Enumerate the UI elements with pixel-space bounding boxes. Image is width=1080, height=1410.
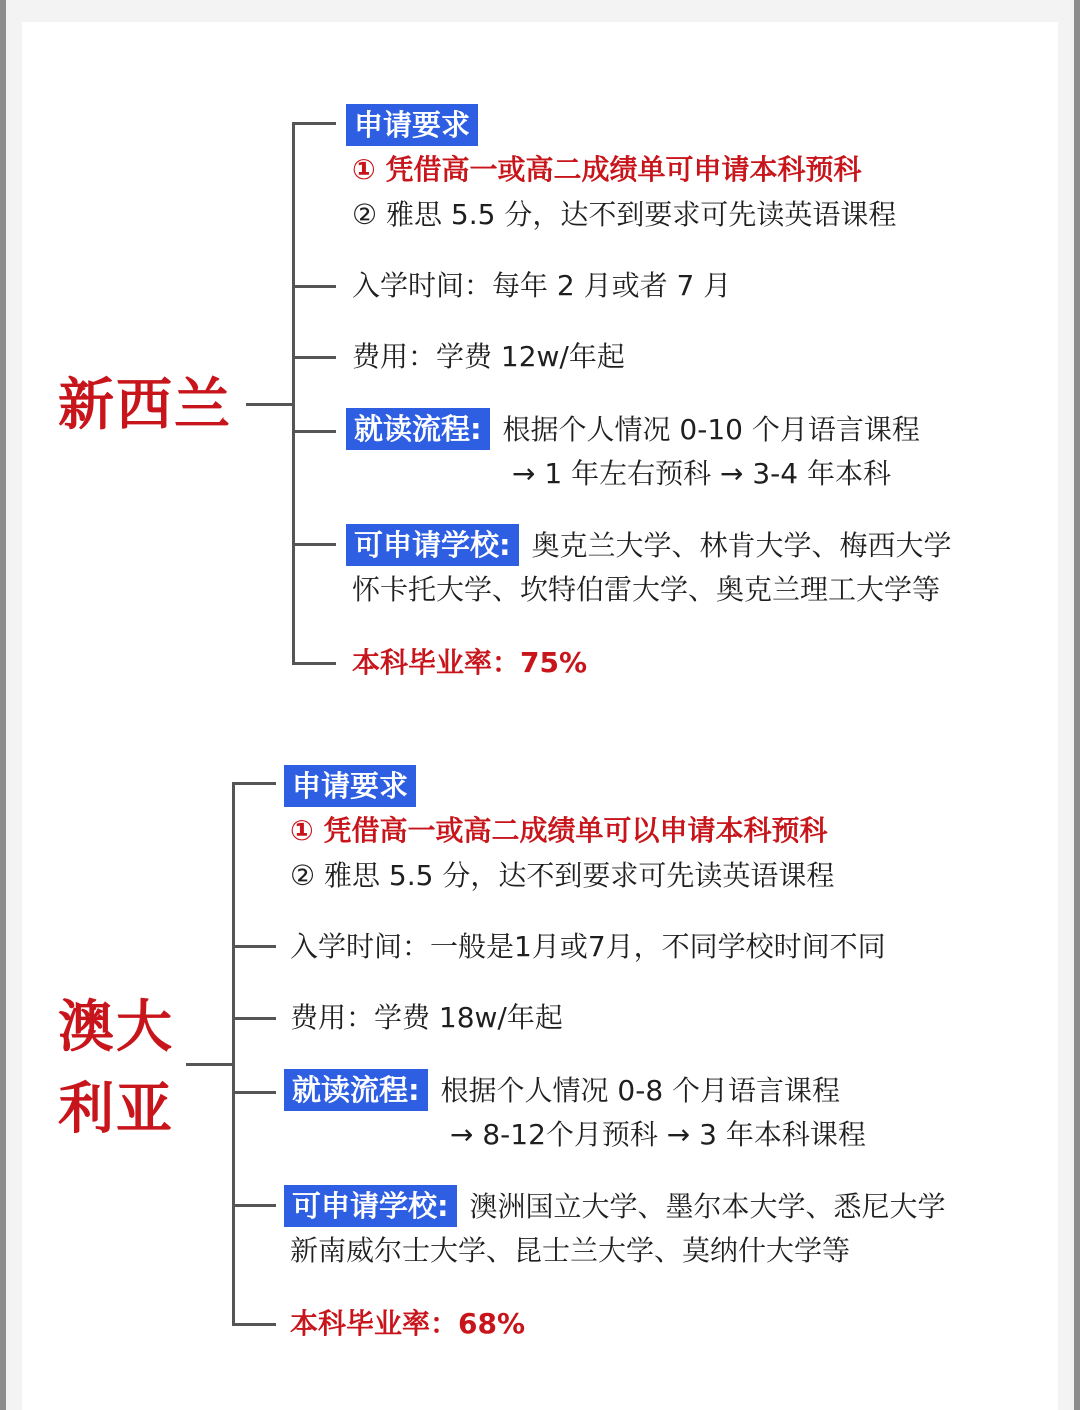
au-process-tag: 就读流程: [284,1069,428,1111]
nz-requirements-tag: 申请要求 [346,104,478,146]
nz-branch-requirements [292,122,336,125]
au-schools-node [284,1185,946,1227]
nz-country-title: 新西兰 [58,373,232,438]
au-schools-line-1: 澳洲国立大学、墨尔本大学、悉尼大学 [469,1190,946,1223]
nz-branch-fee [292,356,336,359]
au-branch-process [232,1091,276,1094]
au-branch-intake [232,945,276,948]
nz-branch-process [292,430,336,433]
au-process-node [284,1069,840,1111]
au-trunk-line [232,782,235,1326]
nz-process-line-1: 根据个人情况 0-10 个月语言课程 [502,413,920,446]
au-process-line-1: 根据个人情况 0-8 个月语言课程 [440,1074,841,1107]
au-branch-grad-rate [232,1323,276,1326]
nz-schools-line-2: 怀卡托大学、坎特伯雷大学、奥克兰理工大学等 [352,573,941,606]
au-branch-requirements [232,782,276,785]
nz-schools-line-1: 奥克兰大学、林肯大学、梅西大学 [531,529,952,562]
au-country-title-line-2: 利亚 [58,1077,174,1142]
nz-requirements-node [346,104,478,146]
nz-process-line-2: → 1 年左右预科 → 3-4 年本科 [512,457,891,490]
nz-process-tag: 就读流程: [346,408,490,450]
au-requirement-2: ② 雅思 5.5 分，达不到要求可先读英语课程 [290,859,835,892]
nz-schools-tag: 可申请学校: [346,524,519,566]
au-grad-rate-node: 本科毕业率：68% [290,1307,526,1340]
au-country-title-line-1: 澳大 [58,995,174,1060]
au-requirement-1: ① 凭借高一或高二成绩单可以申请本科预科 [290,814,828,847]
nz-fee-node: 费用：学费 12w/年起 [352,340,625,373]
nz-trunk-line [292,122,295,664]
nz-requirement-2: ② 雅思 5.5 分，达不到要求可先读英语课程 [352,198,897,231]
au-requirements-tag: 申请要求 [284,765,416,807]
nz-branch-schools [292,543,336,546]
au-schools-line-2: 新南威尔士大学、昆士兰大学、莫纳什大学等 [290,1234,851,1267]
au-branch-fee [232,1017,276,1020]
au-schools-tag: 可申请学校: [284,1185,457,1227]
au-fee-node: 费用：学费 18w/年起 [290,1001,563,1034]
nz-branch-grad-rate [292,662,336,665]
au-intake-node: 入学时间：一般是1月或7月，不同学校时间不同 [290,930,886,963]
nz-schools-node [346,524,952,566]
nz-grad-rate-node: 本科毕业率：75% [352,646,588,679]
nz-root-connector [246,403,294,406]
au-requirements-node [284,765,416,807]
au-branch-schools [232,1204,276,1207]
au-process-line-2: → 8-12个月预科 → 3 年本科课程 [450,1118,866,1151]
nz-intake-node: 入学时间：每年 2 月或者 7 月 [352,269,732,302]
au-root-connector [186,1063,234,1066]
nz-branch-intake [292,285,336,288]
nz-requirement-1: ① 凭借高一或高二成绩单可申请本科预科 [352,153,862,186]
nz-process-node [346,408,920,450]
